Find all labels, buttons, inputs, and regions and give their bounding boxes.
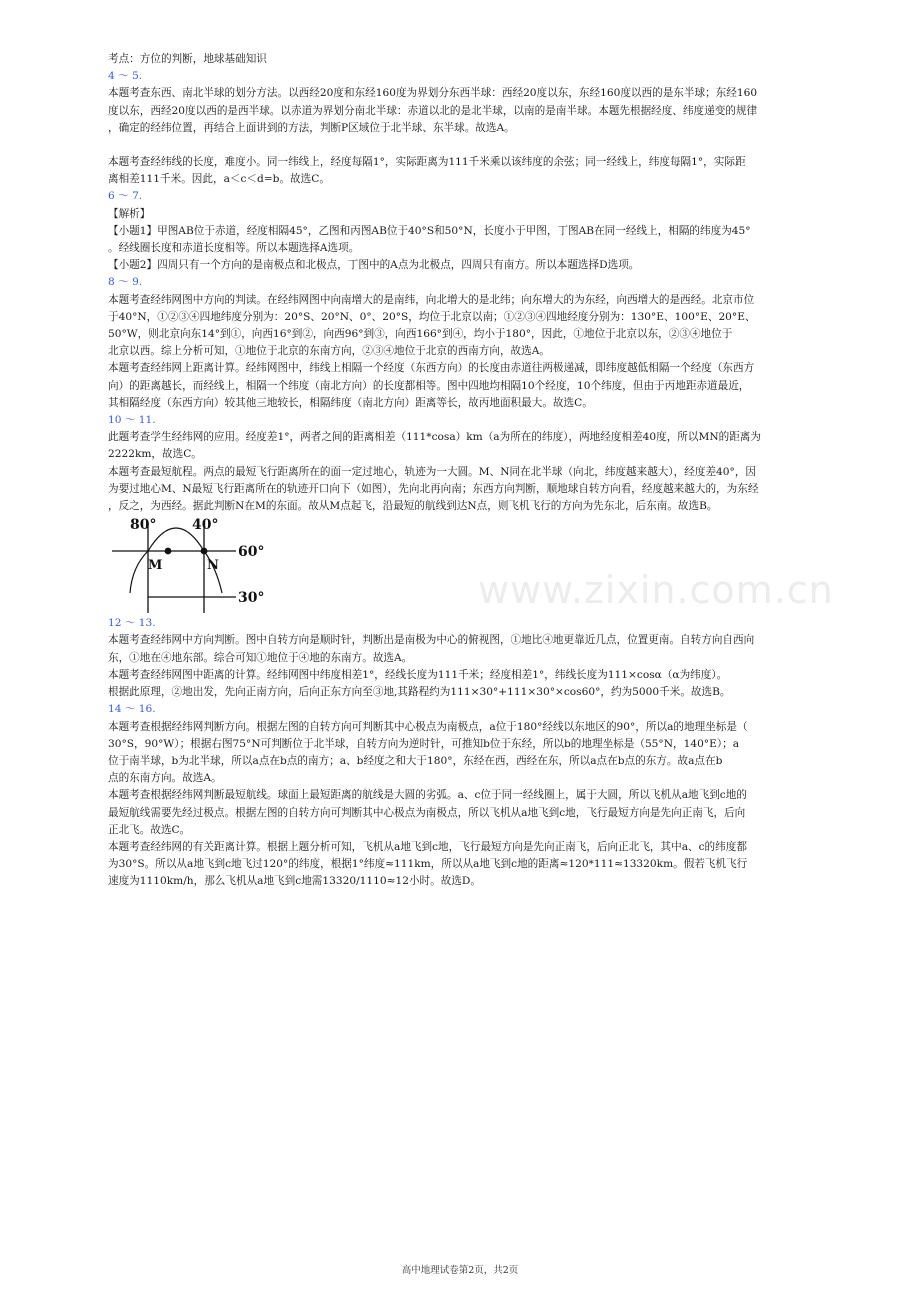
explanation-line: 速度为1110km/h，那么飞机从a地飞到c地需13320/1110≈12小时。故选D。	[108, 875, 482, 888]
explanation-line: 【解析】	[108, 207, 151, 220]
explanation-line: 本题考查根据经纬网判断方向。根据左图的自转方向可判断其中心极点为南极点，a位于180°经线以东地区的90°，所以a的地理坐标是（	[108, 720, 748, 733]
explanation-line: 北京以西。综上分析可知，①地位于北京的东南方向，②③④地位于北京的西南方向，故选A。	[108, 345, 550, 358]
route-diagram-svg	[108, 515, 278, 615]
answer-text-body	[108, 51, 814, 891]
explanation-line: 本题考查经纬网中方向判断。图中自转方向是顺时针，判断出是南极为中心的俯视图，①地比④地更靠近几点，位置更南。自转方向自西向	[108, 634, 755, 647]
explanation-line: ，反之，为西经。据此判断N在M的东面。故从M点起飞，沿最短的航线到达N点，则飞机飞行的方向为先东北，后东南。故选B。	[108, 500, 718, 513]
label-60: 60°	[238, 544, 265, 561]
explanation-line: 30°S，90°W）；根据右图75°N可判断位于北半球，自转方向为逆时针，可推知b位于东经，所以b的地理坐标是（55°N，140°E）；a	[108, 737, 740, 750]
explanation-line: 为要过地心M、N最短飞行距离所在的轨迹开口向下（如图），先向北再向南；东西方向判断，顺地球自转方向看，经度越来越大的，为东经	[108, 482, 759, 495]
explanation-line: 为30°S。所以从a地飞到c地飞过120°的纬度，根据1°纬度≈111km，所以从a地飞到c地的距离≈120*111≈13320km。假若飞机飞行	[108, 858, 748, 871]
label-n: N	[207, 558, 219, 574]
explanation-line: 【小题1】甲图AB位于赤道，经度相隔45°，乙图和丙图AB位于40°S和50°N，长度小于甲图，丁图AB在同一经线上，相隔的纬度为45°	[108, 224, 751, 237]
explanation-line: 本题考查经纬网的有关距离计算。根据上题分析可知，飞机从a地飞到c地，飞行最短方向是先向正南飞，后向正北飞，其中a、c的纬度都	[108, 840, 747, 853]
explanation-line: 本题考查经纬网图中距离的计算。经纬网图中纬度相差1°，经线长度为111千米；经度相差1°，纬线长度为111×cosα（α为纬度）。	[108, 668, 728, 681]
explanation-line: 【小题2】四周只有一个方向的是南极点和北极点，丁图中的A点为北极点，四周只有南方。所以本题选择D选项。	[108, 259, 640, 272]
explanation-line: 本题考查最短航程。两点的最短飞行距离所在的面一定过地心，轨迹为一大圆。M、N同在北半球（向北，纬度越来越大），经度差40°，因	[108, 465, 757, 478]
explanation-line: 度以东，西经20度以西的是西半球。以赤道为界划分南北半球：赤道以北的是北半球，以南的是南半球。本题先根据经度、纬度递变的规律	[108, 104, 758, 117]
explanation-line: 50°W，则北京向东14°到①，向西16°到②，向西96°到③，向西166°到④，均小于180°，因此，①地位于北京以东，②③④地位于	[108, 328, 733, 341]
question-number-range: 14 ～ 16.	[108, 703, 156, 716]
question-number-range: 4 ～ 5.	[108, 70, 143, 83]
explanation-line: 根据此原理，②地出发，先向正南方向，后向正东方向至③地,其路程约为111×30°+111×30°×cos60°，约为5000千米。故选B。	[108, 686, 731, 699]
explanation-line: 其相隔经度（东西方向）较其他三地较长，相隔纬度（南北方向）距离等长，故丙地面积最大。故选C。	[108, 396, 593, 409]
explanation-line: 本题考查经纬线的长度，难度小。同一纬线上，经度每隔1°，实际距离为111千米乘以该纬度的余弦；同一经线上，纬度每隔1°，实际距	[108, 156, 746, 169]
explanation-line: 正北飞。故选C。	[108, 823, 191, 836]
explanation-line: 考点：方位的判断，地球基础知识	[108, 53, 267, 65]
explanation-line: 本题考查根据经纬网判断最短航线。球面上最短距离的航线是大圆的劣弧。a、c位于同一经线圈上，属于大圆，所以飞机从a地飞到c地的	[108, 789, 747, 802]
question-number-range: 12 ～ 13.	[108, 617, 156, 630]
explanation-line: 东，①地在④地东部。综合可知①地位于④地的东南方。故选A。	[108, 651, 413, 664]
label-30: 30°	[238, 590, 265, 607]
blank-line	[108, 137, 814, 154]
explanation-line: 本题考查东西、南北半球的划分方法。以西经20度和东经160度为界划分东西半球：西经20度以东，东经160度以西的是东半球；东经160	[108, 87, 758, 100]
label-80: 80°	[130, 517, 157, 534]
question-number-range: 6 ～ 7.	[108, 190, 143, 203]
page-footer: 高中地理试卷第2页，共2页	[401, 1265, 519, 1276]
great-circle-route-diagram	[108, 515, 278, 615]
explanation-line: 2222km，故选C。	[108, 448, 202, 461]
label-m: M	[148, 558, 163, 574]
explanation-line: 本题考查经纬网图中方向的判读。在经纬网图中向南增大的是南纬，向北增大的是北纬；向东增大的为东经，向西增大的是西经。北京市位	[108, 293, 755, 306]
explanation-line: ，确定的经纬位置，再结合上面讲到的方法，判断P区域位于北半球、东半球。故选A。	[108, 121, 515, 134]
explanation-line: 位于南半球，b为北半球，所以a点在b点的南方；a、b经度之和大于180°，东经在西，西经在东，所以a点在b点的东方。故a点在b	[108, 754, 723, 767]
explanation-line: 。经线圈长度和赤道长度相等。所以本题选择A选项。	[108, 242, 360, 255]
explanation-line: 离相差111千米。因此，a＜c＜d=b。故选C。	[108, 173, 330, 186]
explanation-line: 本题考查经纬网上距离计算。经纬网图中，纬线上相隔一个经度（东西方向）的长度由赤道往两极递减，即纬度越低相隔一个经度（东西方	[108, 362, 755, 375]
explanation-line: 向）的距离越长，而经线上，相隔一个纬度（南北方向）的长度都相等。图中四地均相隔10个经度，10个纬度，但由于丙地距赤道最近，	[108, 379, 750, 392]
question-number-range: 10 ～ 11.	[108, 414, 156, 427]
question-number-range: 8 ～ 9.	[108, 276, 143, 289]
point-n-marker	[201, 548, 208, 555]
watermark: www.zixin.com.cn	[478, 568, 834, 612]
label-40: 40°	[192, 517, 219, 534]
explanation-line: 于40°N，①②③④四地纬度分别为：20°S、20°N、0°、20°S，均位于北京以南；①②③④四地经度分别为：130°E、100°E、20°E、	[108, 310, 756, 323]
explanation-line: 此题考查学生经纬网的应用。经度差1°，两者之间的距离相差（111*cosa）km（a为所在的纬度），两地经度相差40度，所以MN的距离为	[108, 431, 761, 444]
explanation-line: 点的东南方向。故选A。	[108, 772, 222, 785]
point-m-marker	[165, 548, 172, 555]
explanation-line: 最短航线需要先经过极点。根据左图的自转方向可判断其中心极点为南极点，所以飞机从a地飞到c地，飞行最短方向是先向正南飞，后向	[108, 806, 746, 819]
